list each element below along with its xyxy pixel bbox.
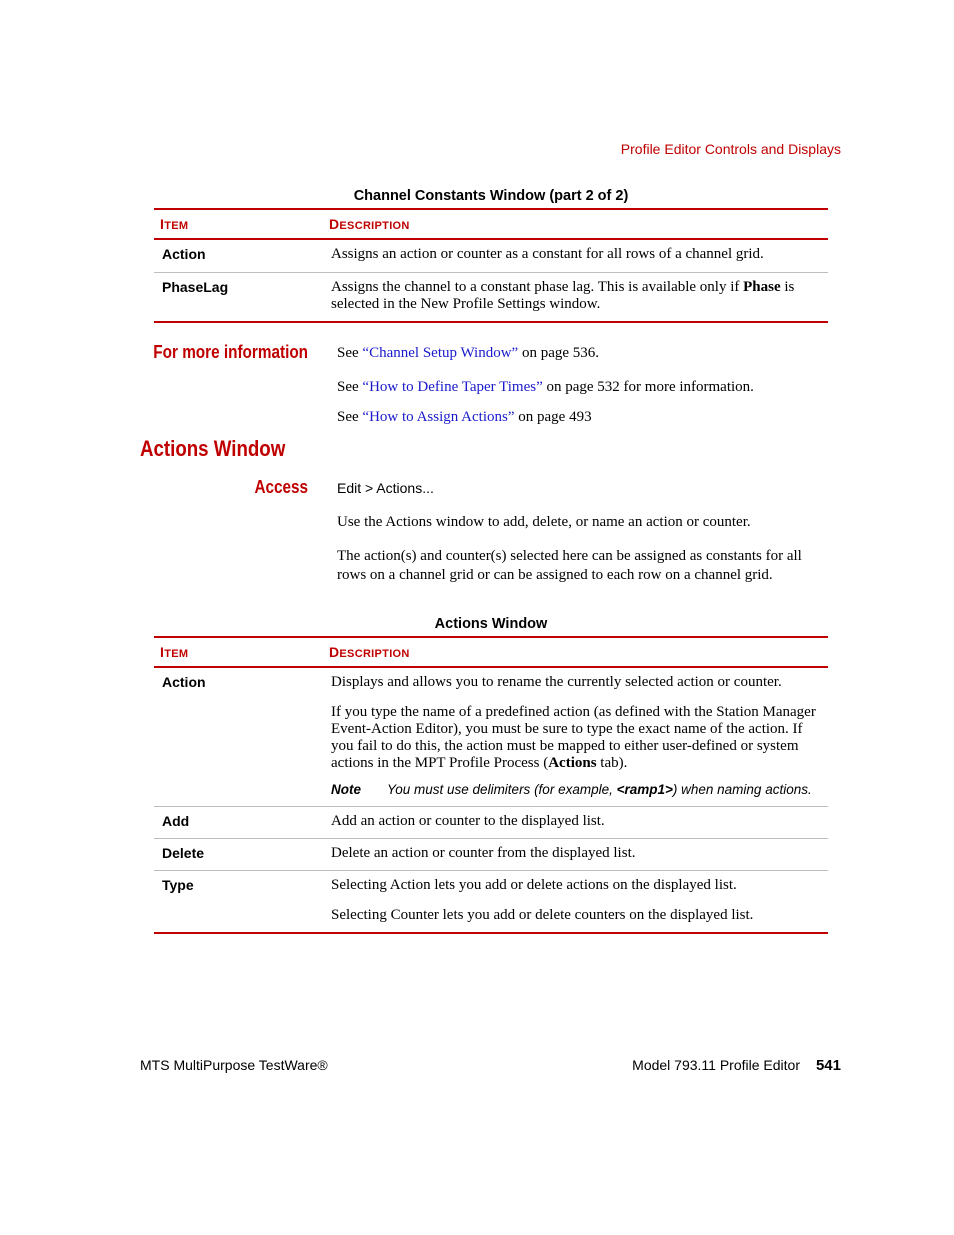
description-paragraph: If you type the name of a predefined action (as defined with the Station Manager Event-Action Editor), you must be sure to type the exact name of the action. If you fail to do this, the action must be mapped to either user-defined or system actions in the MPT Profile Process (Actions tab). [331, 704, 816, 771]
reference-line: See “Channel Setup Window” on page 536. [337, 345, 600, 361]
note-text: You must use delimiters (for example, <ramp1>) when naming actions. [387, 782, 812, 797]
row-item: PhaseLag [154, 273, 323, 323]
column-header-item: ITEM [154, 637, 323, 667]
link-channel-setup-window[interactable]: “Channel Setup Window” [362, 345, 519, 361]
row-description: Assigns an action or counter as a constant for all rows of a channel grid. [323, 239, 828, 273]
table-caption: Channel Constants Window (part 2 of 2) [353, 188, 629, 204]
section-title: Actions Window [140, 436, 286, 461]
table-row [154, 239, 828, 273]
table-row [154, 871, 828, 934]
description-paragraph: Selecting Counter lets you add or delete counters on the displayed list. [331, 907, 754, 923]
row-item: Type [154, 871, 323, 934]
footer-left: MTS MultiPurpose TestWare® [140, 1057, 328, 1073]
access-path: Edit > Actions... [337, 480, 434, 496]
description-paragraph: Displays and allows you to rename the currently selected action or counter. [331, 674, 782, 690]
link-define-taper-times[interactable]: “How to Define Taper Times” [362, 379, 543, 395]
row-description [323, 667, 828, 807]
column-header-description: DESCRIPTION [323, 209, 828, 239]
row-item: Add [154, 807, 323, 839]
table-row [154, 273, 828, 323]
footer-right: Model 793.11 Profile Editor [632, 1057, 800, 1073]
table-row [154, 807, 828, 839]
intro-paragraph: Use the Actions window to add, delete, or name an action or counter. [337, 514, 751, 530]
table-row [154, 839, 828, 871]
table-header-row [154, 209, 828, 239]
note [331, 781, 820, 798]
table-row [154, 667, 828, 807]
description-paragraph: Selecting Action lets you add or delete actions on the displayed list. [331, 877, 737, 893]
note-label: Note [331, 782, 361, 797]
row-description: Delete an action or counter from the displayed list. [323, 839, 828, 871]
channel-constants-table [154, 208, 828, 323]
row-description [323, 871, 828, 934]
row-item: Action [154, 239, 323, 273]
row-description: Assigns the channel to a constant phase lag. This is available only if Phase is selected in the New Profile Settings window. [323, 273, 828, 323]
column-header-description: DESCRIPTION [323, 637, 828, 667]
row-item: Delete [154, 839, 323, 871]
reference-line: See “How to Assign Actions” on page 493 [337, 409, 592, 425]
table-header-row [154, 637, 828, 667]
column-header-item: ITEM [154, 209, 323, 239]
row-description: Add an action or counter to the displayed list. [323, 807, 828, 839]
intro-paragraph: The action(s) and counter(s) selected here can be assigned as constants for all rows on a channel grid or can be assigned to each row on a channel grid. [337, 548, 802, 583]
table-caption: Actions Window [434, 616, 548, 632]
page-number: 541 [815, 1057, 841, 1074]
link-assign-actions[interactable]: “How to Assign Actions” [362, 409, 515, 425]
running-header: Profile Editor Controls and Displays [620, 141, 841, 157]
row-item: Action [154, 667, 323, 807]
reference-line: See “How to Define Taper Times” on page 532 for more information. [337, 379, 754, 395]
actions-window-table [154, 636, 828, 934]
access-heading: Access [254, 477, 308, 497]
for-more-information-heading: For more information [153, 342, 308, 362]
